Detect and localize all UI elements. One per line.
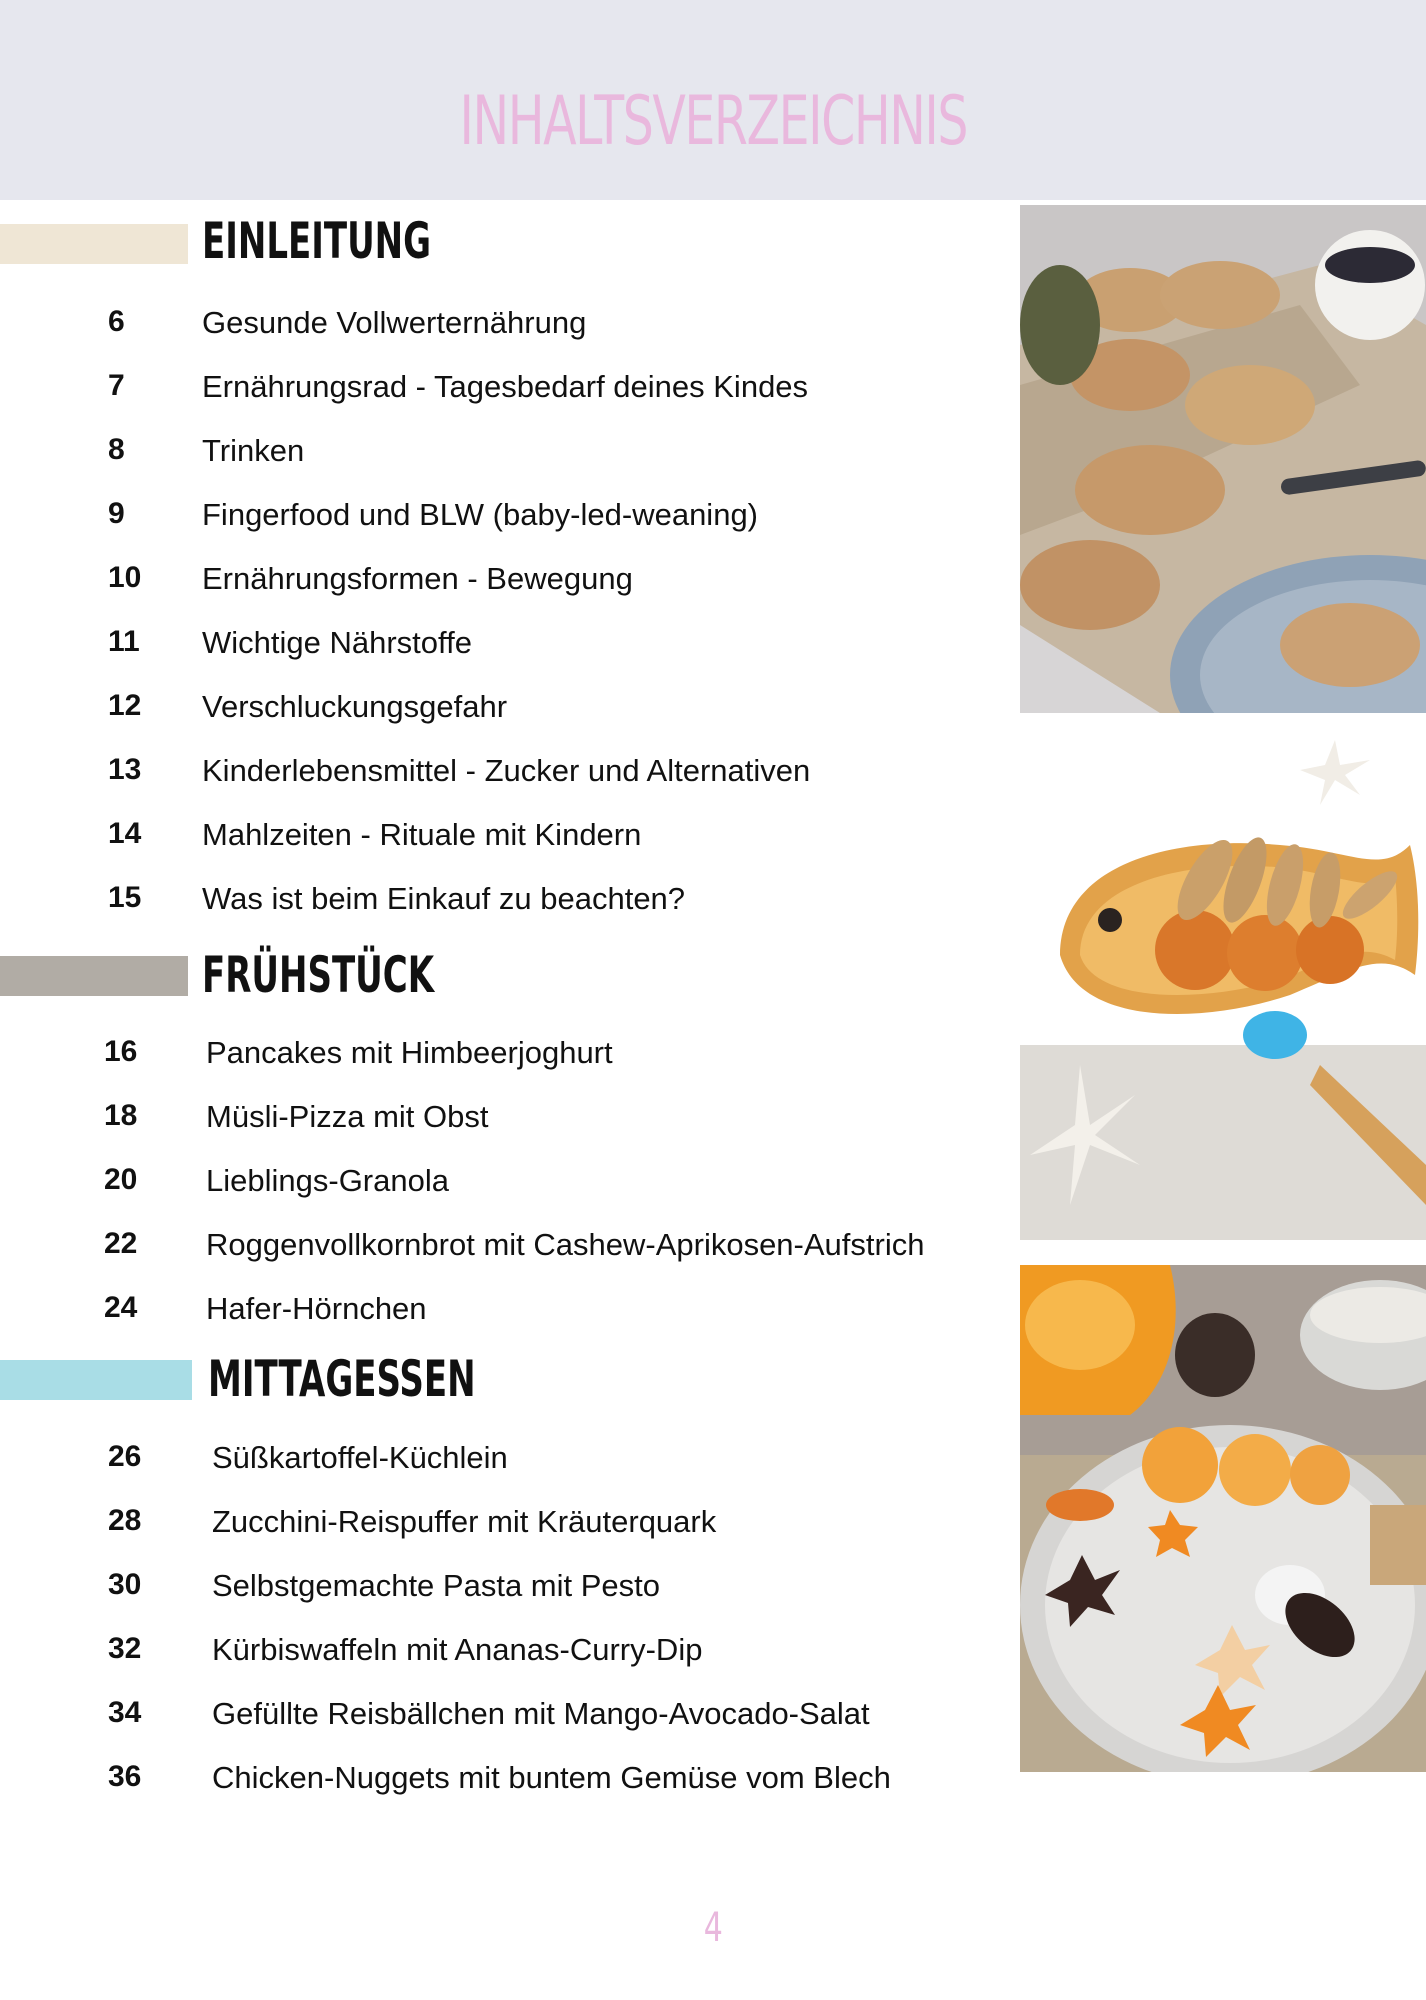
toc-page-number: 34: [108, 1696, 142, 1729]
toc-page-number: 36: [108, 1760, 142, 1793]
toc-entry-label: Fingerfood und BLW (baby-led-weaning): [202, 497, 759, 532]
toc-page-number: 32: [108, 1632, 142, 1665]
toc-page-number: 20: [104, 1163, 138, 1196]
toc-entry-label: Kinderlebensmittel - Zucker und Alternativen: [202, 753, 811, 788]
toc-entry-label: Gefüllte Reisbällchen mit Mango-Avocado-Salat: [212, 1696, 870, 1731]
toc-entry-label: Mahlzeiten - Rituale mit Kindern: [202, 817, 642, 852]
toc-entry-label: Hafer-Hörnchen: [206, 1291, 427, 1326]
toc-entry-label: Zucchini-Reispuffer mit Kräuterquark: [212, 1504, 717, 1539]
section-stripe-einleitung: [0, 224, 188, 264]
photo-fish-plate: [1020, 735, 1426, 1240]
toc-page-number: 16: [104, 1035, 138, 1068]
toc-entry-label: Verschluckungsgefahr: [202, 689, 508, 724]
section-stripe-fruehstueck: [0, 956, 188, 996]
toc-page-number: 8: [108, 433, 125, 466]
toc-entry-label: Trinken: [202, 433, 305, 468]
toc-entry-label: Pancakes mit Himbeerjoghurt: [206, 1035, 613, 1070]
photo-pumpkin-plate: [1020, 1265, 1426, 1772]
toc-entry-label: Selbstgemachte Pasta mit Pesto: [212, 1568, 661, 1603]
toc-page-number: 18: [104, 1099, 138, 1132]
toc-page-number: 11: [108, 625, 140, 658]
toc-entry-label: Wichtige Nährstoffe: [202, 625, 472, 660]
page-number: 4: [703, 1905, 723, 1951]
toc-page-number: 30: [108, 1568, 142, 1601]
toc-entry-label: Ernährungsformen - Bewegung: [202, 561, 633, 596]
toc-entry-label: Was ist beim Einkauf zu beachten?: [202, 881, 686, 916]
toc-page-number: 26: [108, 1440, 142, 1473]
section-title-fruehstueck: FRÜHSTÜCK: [202, 946, 435, 1004]
section-title-einleitung: EINLEITUNG: [202, 212, 432, 270]
toc-entry-label: Kürbiswaffeln mit Ananas-Curry-Dip: [212, 1632, 703, 1667]
section-title-mittagessen: MITTAGESSEN: [208, 1350, 476, 1408]
toc-page-number: 24: [104, 1291, 138, 1324]
toc-entry-label: Gesunde Vollwerternährung: [202, 305, 587, 340]
photo-hafer-hoernchen: [1020, 205, 1426, 713]
toc-page-number: 14: [108, 817, 142, 850]
toc-entry-label: Ernährungsrad - Tagesbedarf deines Kindes: [202, 369, 809, 404]
toc-page-number: 10: [108, 561, 142, 594]
toc-entry-label: Roggenvollkornbrot mit Cashew-Aprikosen-Aufstrich: [206, 1227, 925, 1262]
toc-page-number: 28: [108, 1504, 142, 1537]
section-stripe-mittagessen: [0, 1360, 192, 1400]
toc-entry-label: Süßkartoffel-Küchlein: [212, 1440, 508, 1475]
toc-page-number: 15: [108, 881, 142, 914]
toc-page-number: 9: [108, 497, 125, 530]
toc-page-number: 6: [108, 305, 125, 338]
toc-entry-label: Lieblings-Granola: [206, 1163, 449, 1198]
toc-entry-label: Müsli-Pizza mit Obst: [206, 1099, 489, 1134]
toc-page-number: 13: [108, 753, 142, 786]
page-title: INHALTSVERZEICHNIS: [459, 82, 968, 161]
toc-entry-label: Chicken-Nuggets mit buntem Gemüse vom Blech: [212, 1760, 891, 1795]
toc-page-number: 7: [108, 369, 125, 402]
toc-page-number: 22: [104, 1227, 138, 1260]
toc-page-number: 12: [108, 689, 142, 722]
